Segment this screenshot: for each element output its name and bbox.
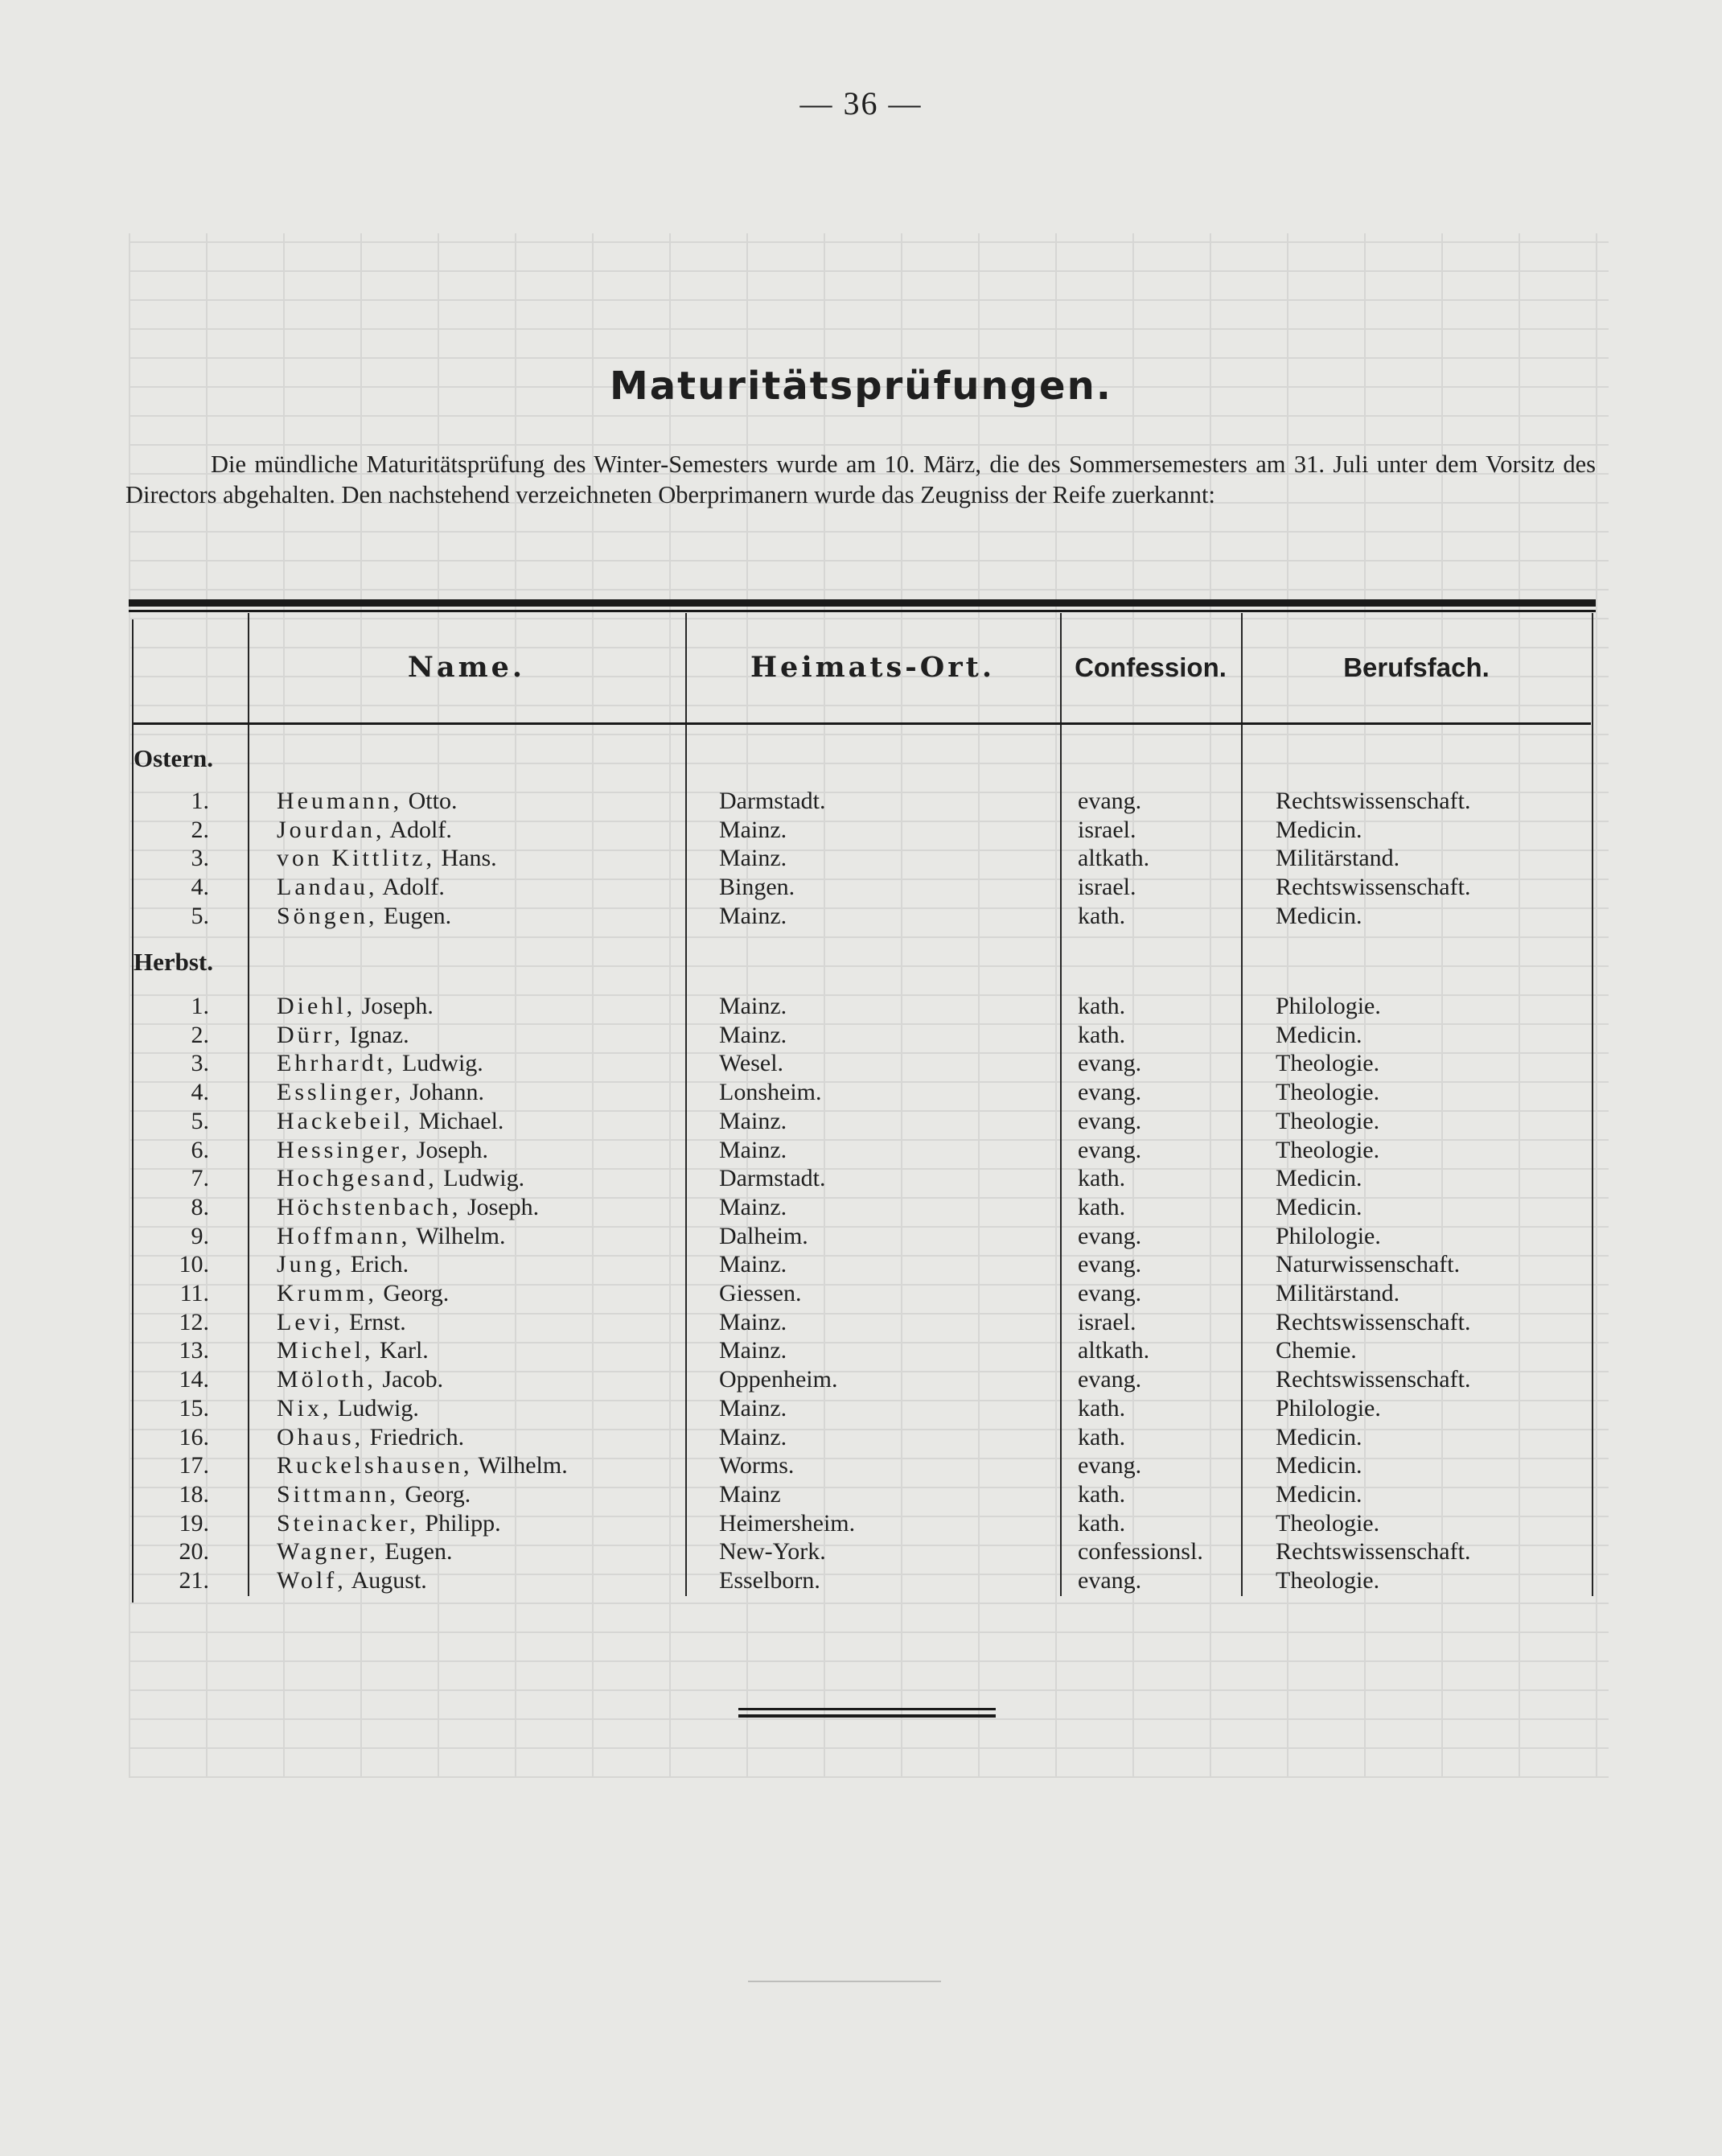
header-confession: Confession. — [1075, 652, 1227, 682]
home-town: Heimersheim. — [719, 1509, 856, 1537]
student-given-name: Georg. — [383, 1280, 450, 1306]
student-name — [277, 1021, 409, 1050]
profession: Medicin. — [1276, 1193, 1362, 1220]
table-row — [0, 1078, 1722, 1107]
home-town: Darmstadt. — [719, 788, 826, 814]
student-name — [277, 1308, 406, 1337]
table-row — [0, 1164, 1722, 1193]
confession: kath. — [1078, 1193, 1126, 1220]
student-surname: Söngen, — [277, 902, 378, 929]
student-name — [277, 902, 451, 931]
group-label-ostern: Ostern. — [134, 744, 214, 772]
table-row — [0, 1537, 1722, 1566]
student-given-name: Georg. — [405, 1480, 471, 1508]
row-number: 3. — [191, 845, 209, 872]
student-given-name: Michael. — [418, 1107, 504, 1134]
table-row — [0, 1049, 1722, 1078]
confession: kath. — [1078, 1480, 1126, 1508]
table-row — [0, 787, 1722, 816]
header-rule — [134, 722, 1591, 725]
student-name — [277, 992, 434, 1021]
profession: Militärstand. — [1276, 845, 1400, 872]
row-number: 17. — [179, 1452, 209, 1479]
student-surname: Ehrhardt, — [277, 1050, 397, 1077]
student-given-name: Friedrich. — [369, 1423, 465, 1450]
table-row — [0, 902, 1722, 931]
student-name — [277, 787, 457, 816]
confession: confessionsl. — [1078, 1538, 1203, 1566]
confession: kath. — [1078, 1021, 1126, 1048]
profession: Medicin. — [1276, 1165, 1362, 1192]
profession: Theologie. — [1276, 1079, 1380, 1106]
row-number: 14. — [179, 1366, 209, 1393]
home-town: Mainz. — [719, 1394, 787, 1422]
home-town: Mainz. — [719, 1107, 787, 1134]
student-surname: Ruckelshausen, — [277, 1452, 473, 1479]
student-surname: Nix, — [277, 1394, 332, 1422]
profession: Philologie. — [1276, 1222, 1381, 1249]
home-town: Esselborn. — [719, 1567, 820, 1594]
student-given-name: Adolf. — [382, 874, 445, 901]
student-name — [277, 1480, 471, 1509]
table-row — [0, 1136, 1722, 1165]
home-town: Wesel. — [719, 1050, 784, 1077]
student-surname: von Kittlitz, — [277, 845, 435, 872]
table-row — [0, 1250, 1722, 1279]
profession: Medicin. — [1276, 1021, 1362, 1048]
student-surname: Jung, — [277, 1251, 345, 1278]
table-row — [0, 1222, 1722, 1251]
table-row — [0, 1566, 1722, 1595]
profession: Medicin. — [1276, 1452, 1362, 1479]
page-title: Maturitätsprüfungen. — [610, 364, 1112, 409]
row-number: 16. — [179, 1423, 209, 1450]
header-place: Heimats-Ort. — [750, 651, 996, 684]
row-number: 20. — [179, 1538, 209, 1566]
student-name — [277, 1423, 464, 1452]
student-name — [277, 1078, 484, 1107]
home-town: Mainz. — [719, 1021, 787, 1048]
confession: kath. — [1078, 902, 1126, 929]
student-name — [277, 1136, 488, 1165]
row-number: 12. — [179, 1308, 209, 1335]
student-surname: Jourdan, — [277, 816, 385, 843]
home-town: Mainz. — [719, 1136, 787, 1163]
student-name — [277, 1164, 524, 1193]
home-town: Darmstadt. — [719, 1165, 826, 1192]
student-given-name: August. — [351, 1567, 427, 1594]
student-name — [277, 1049, 483, 1078]
student-name — [277, 816, 452, 845]
profession: Medicin. — [1276, 1423, 1362, 1450]
home-town: Mainz. — [719, 1308, 787, 1335]
profession: Medicin. — [1276, 902, 1362, 929]
student-name — [277, 1107, 503, 1136]
profession: Naturwissenschaft. — [1276, 1251, 1461, 1278]
home-town: Mainz — [719, 1480, 781, 1508]
row-number: 5. — [191, 1107, 209, 1134]
student-surname: Wolf, — [277, 1567, 347, 1594]
row-number: 2. — [191, 1021, 209, 1048]
confession: evang. — [1078, 788, 1142, 814]
profession: Theologie. — [1276, 1050, 1380, 1077]
confession: evang. — [1078, 1251, 1142, 1278]
confession: kath. — [1078, 1423, 1126, 1450]
home-town: Mainz. — [719, 845, 787, 872]
confession: evang. — [1078, 1280, 1142, 1306]
table-row — [0, 1451, 1722, 1480]
student-name — [277, 1394, 419, 1423]
confession: evang. — [1078, 1136, 1142, 1163]
row-number: 6. — [191, 1136, 209, 1163]
confession: kath. — [1078, 1165, 1126, 1192]
home-town: Mainz. — [719, 1251, 787, 1278]
confession: altkath. — [1078, 1337, 1150, 1364]
student-surname: Ohaus, — [277, 1423, 364, 1450]
student-surname: Möloth, — [277, 1366, 376, 1393]
intro-text: Die mündliche Maturitätsprüfung des Winter-Semesters wurde am 10. März, die des Sommersemesters am 31. Juli unter dem Vorsitz des Directors abgehalten. Den nachstehend verzeichneten Oberprimanern wurde das Zeugniss der Reife zuerkannt: — [125, 451, 1596, 508]
student-given-name: Eugen. — [384, 902, 452, 929]
student-surname: Wagner, — [277, 1538, 379, 1566]
confession: israel. — [1078, 1308, 1136, 1335]
student-given-name: Ernst. — [348, 1308, 406, 1335]
student-given-name: Eugen. — [384, 1538, 453, 1566]
student-surname: Hochgesand, — [277, 1165, 438, 1192]
confession: altkath. — [1078, 845, 1150, 872]
student-given-name: Adolf. — [389, 816, 452, 843]
student-given-name: Hans. — [441, 845, 497, 872]
table-row — [0, 1423, 1722, 1452]
student-name — [277, 873, 445, 902]
row-number: 5. — [191, 902, 209, 929]
student-surname: Sittmann, — [277, 1480, 399, 1508]
table-row — [0, 844, 1722, 873]
faint-rule — [748, 1981, 941, 1982]
home-town: New-York. — [719, 1538, 826, 1566]
student-surname: Hoffmann, — [277, 1222, 411, 1249]
confession: kath. — [1078, 1394, 1126, 1422]
student-given-name: Otto. — [408, 788, 458, 814]
student-name — [277, 1250, 409, 1279]
student-name — [277, 1537, 452, 1566]
table-top-rule — [129, 599, 1596, 607]
student-name — [277, 1566, 427, 1595]
table-row — [0, 1394, 1722, 1423]
row-number: 4. — [191, 1079, 209, 1106]
student-given-name: Wilhelm. — [478, 1452, 568, 1479]
profession: Rechtswissenschaft. — [1276, 1366, 1471, 1393]
student-surname: Landau, — [277, 874, 378, 901]
student-name — [277, 1451, 568, 1480]
row-number: 2. — [191, 816, 209, 843]
row-number: 4. — [191, 874, 209, 901]
student-name — [277, 844, 497, 873]
profession: Philologie. — [1276, 1394, 1381, 1422]
row-number: 1. — [191, 788, 209, 814]
profession: Philologie. — [1276, 993, 1381, 1019]
student-surname: Levi, — [277, 1308, 343, 1335]
student-name — [277, 1222, 506, 1251]
student-given-name: Jacob. — [382, 1366, 444, 1393]
student-surname: Hessinger, — [277, 1136, 411, 1163]
confession: evang. — [1078, 1050, 1142, 1077]
student-surname: Diehl, — [277, 993, 356, 1019]
student-given-name: Ludwig. — [401, 1050, 483, 1077]
home-town: Mainz. — [719, 816, 787, 843]
profession: Theologie. — [1276, 1509, 1380, 1537]
home-town: Mainz. — [719, 993, 787, 1019]
table-row — [0, 1308, 1722, 1337]
home-town: Mainz. — [719, 1193, 787, 1220]
table-row — [0, 1107, 1722, 1136]
student-given-name: Erich. — [350, 1251, 409, 1278]
home-town: Oppenheim. — [719, 1366, 838, 1393]
home-town: Mainz. — [719, 1337, 787, 1364]
profession: Theologie. — [1276, 1136, 1380, 1163]
student-surname: Dürr, — [277, 1021, 343, 1048]
student-given-name: Ludwig. — [443, 1165, 525, 1192]
closing-rule — [738, 1708, 996, 1710]
row-number: 15. — [179, 1394, 209, 1422]
student-given-name: Ludwig. — [338, 1394, 419, 1422]
table-row — [0, 1193, 1722, 1222]
table-row — [0, 1365, 1722, 1394]
home-town: Giessen. — [719, 1280, 802, 1306]
table-row — [0, 1279, 1722, 1308]
student-given-name: Karl. — [379, 1337, 429, 1364]
student-surname: Michel, — [277, 1337, 374, 1364]
intro-paragraph — [125, 449, 1596, 510]
student-given-name: Joseph. — [466, 1193, 540, 1220]
row-number: 21. — [179, 1567, 209, 1594]
confession: evang. — [1078, 1366, 1142, 1393]
row-number: 19. — [179, 1509, 209, 1537]
student-name — [277, 1279, 449, 1308]
group-label-herbst: Herbst. — [134, 948, 214, 976]
profession: Theologie. — [1276, 1567, 1380, 1594]
student-surname: Steinacker, — [277, 1509, 419, 1537]
home-town: Mainz. — [719, 1423, 787, 1450]
student-surname: Heumann, — [277, 788, 403, 814]
profession: Militärstand. — [1276, 1280, 1400, 1306]
table-top-rule-thin — [129, 610, 1596, 612]
confession: evang. — [1078, 1107, 1142, 1134]
closing-rule — [738, 1714, 996, 1718]
student-name — [277, 1509, 501, 1538]
table-row — [0, 816, 1722, 845]
home-town: Lonsheim. — [719, 1079, 822, 1106]
confession: kath. — [1078, 993, 1126, 1019]
home-town: Mainz. — [719, 902, 787, 929]
student-given-name: Ignaz. — [349, 1021, 409, 1048]
profession: Rechtswissenschaft. — [1276, 1308, 1471, 1335]
table-row — [0, 1509, 1722, 1538]
student-given-name: Joseph. — [416, 1136, 488, 1163]
profession: Rechtswissenschaft. — [1276, 874, 1471, 901]
header-profession: Berufsfach. — [1343, 652, 1490, 682]
profession: Theologie. — [1276, 1107, 1380, 1134]
table-row — [0, 1021, 1722, 1050]
row-number: 11. — [179, 1280, 209, 1306]
profession: Rechtswissenschaft. — [1276, 1538, 1471, 1566]
table-row — [0, 1336, 1722, 1365]
profession: Medicin. — [1276, 816, 1362, 843]
student-name — [277, 1193, 539, 1222]
student-given-name: Wilhelm. — [416, 1222, 506, 1249]
student-surname: Höchstenbach, — [277, 1193, 462, 1220]
confession: evang. — [1078, 1567, 1142, 1594]
table-row — [0, 873, 1722, 902]
row-number: 18. — [179, 1480, 209, 1508]
header-name: Name. — [407, 651, 526, 684]
student-surname: Esslinger, — [277, 1079, 404, 1106]
row-number: 13. — [179, 1337, 209, 1364]
home-town: Bingen. — [719, 874, 795, 901]
confession: evang. — [1078, 1452, 1142, 1479]
row-number: 10. — [179, 1251, 209, 1278]
profession: Rechtswissenschaft. — [1276, 788, 1471, 814]
student-given-name: Joseph. — [361, 993, 434, 1019]
table-row — [0, 992, 1722, 1021]
row-number: 7. — [191, 1165, 209, 1192]
profession: Chemie. — [1276, 1337, 1357, 1364]
table-row — [0, 1480, 1722, 1509]
profession: Medicin. — [1276, 1480, 1362, 1508]
student-given-name: Johann. — [409, 1079, 484, 1106]
confession: israel. — [1078, 816, 1136, 843]
student-surname: Hackebeil, — [277, 1107, 413, 1134]
confession: israel. — [1078, 874, 1136, 901]
home-town: Worms. — [719, 1452, 795, 1479]
student-name — [277, 1365, 443, 1394]
confession: kath. — [1078, 1509, 1126, 1537]
row-number: 3. — [191, 1050, 209, 1077]
home-town: Dalheim. — [719, 1222, 808, 1249]
row-number: 9. — [191, 1222, 209, 1249]
row-number: 1. — [191, 993, 209, 1019]
page-number: — 36 — — [799, 85, 923, 121]
confession: evang. — [1078, 1222, 1142, 1249]
student-given-name: Philipp. — [425, 1509, 501, 1537]
row-number: 8. — [191, 1193, 209, 1220]
confession: evang. — [1078, 1079, 1142, 1106]
student-surname: Krumm, — [277, 1280, 377, 1306]
student-name — [277, 1336, 429, 1365]
